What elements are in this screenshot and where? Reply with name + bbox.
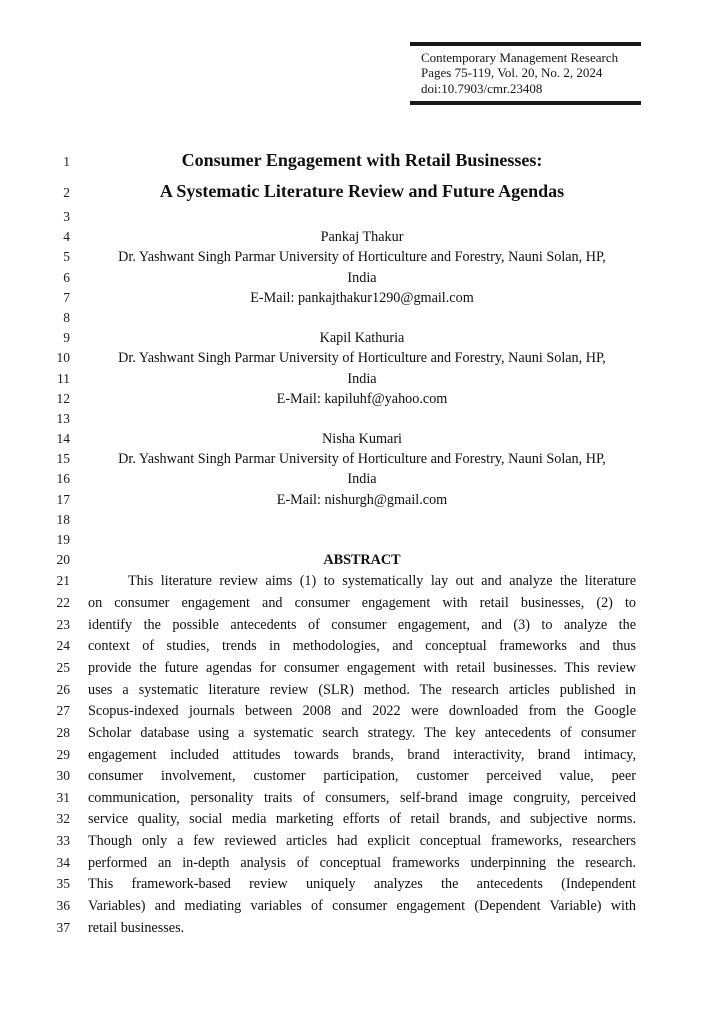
line-row [0, 635, 724, 657]
line-number: 1 [63, 154, 70, 169]
line-number: 17 [56, 491, 70, 507]
line-text: E-Mail: pankajthakur1290@gmail.com [250, 289, 474, 306]
line-text: This literature review aims (1) to systematically lay out and analyze the literature [128, 573, 636, 590]
line-number: 37 [56, 919, 70, 935]
line-text: communication, personality traits of consumers, self-brand image congruity, perceived [88, 789, 636, 806]
line-text: Dr. Yashwant Singh Parmar University of Horticulture and Forestry, Nauni Solan, HP, [118, 249, 606, 266]
line-text: context of studies, trends in methodologies, and conceptual frameworks and thus [88, 638, 636, 655]
line-rows [0, 145, 724, 938]
line-row [0, 389, 724, 409]
line-number: 30 [56, 768, 70, 784]
line-text: E-Mail: nishurgh@gmail.com [276, 491, 448, 508]
line-row [0, 550, 724, 570]
line-number: 4 [63, 229, 70, 245]
line-text: Dr. Yashwant Singh Parmar University of Horticulture and Forestry, Nauni Solan, HP, [118, 350, 606, 367]
line-row [0, 830, 724, 852]
line-row [0, 657, 724, 679]
line-text: engagement included attitudes towards brands, brand interactivity, brand intimacy, [88, 746, 636, 763]
line-row [0, 328, 724, 348]
line-number: 25 [56, 659, 70, 675]
line-row [0, 808, 724, 830]
line-row [0, 369, 724, 389]
line-number: 31 [56, 789, 70, 805]
line-number: 29 [56, 746, 70, 762]
journal-doi: doi:10.7903/cmr.23408 [421, 80, 543, 96]
line-row [0, 700, 724, 722]
line-row [0, 288, 724, 308]
line-text: Scholar database using a systematic search strategy. The key antecedents of consumer [88, 724, 636, 741]
line-row [0, 895, 724, 917]
line-text: E-Mail: kapiluhf@yahoo.com [276, 390, 448, 407]
line-text: uses a systematic literature review (SLR) method. The research articles published in [88, 681, 636, 698]
line-row [0, 530, 724, 550]
line-number: 12 [56, 390, 70, 406]
line-number: 20 [56, 552, 70, 568]
line-row [0, 614, 724, 636]
line-number: 35 [56, 876, 70, 892]
line-text: Consumer Engagement with Retail Businesses: [181, 150, 543, 170]
journal-name: Contemporary Management Research [421, 50, 619, 65]
line-number: 27 [56, 703, 70, 719]
line-number: 22 [56, 595, 70, 611]
line-text: India [347, 269, 377, 286]
line-number: 9 [63, 330, 70, 346]
line-number: 8 [63, 309, 70, 325]
line-number: 19 [56, 532, 70, 547]
line-text: retail businesses. [88, 919, 185, 936]
line-number: 23 [56, 616, 70, 632]
line-row [0, 722, 724, 744]
line-text: provide the future agendas for consumer engagement with retail businesses. This review [88, 659, 636, 676]
line-number: 3 [63, 209, 70, 224]
line-row [0, 409, 724, 429]
line-text: Scopus-indexed journals between 2008 and 2022 were downloaded from the Google [88, 703, 636, 720]
line-number: 26 [56, 681, 70, 697]
line-number: 6 [63, 269, 70, 285]
line-text: Variables) and mediating variables of consumer engagement (Dependent Variable) with [88, 897, 636, 914]
line-number: 28 [56, 724, 70, 740]
line-text: India [347, 370, 377, 387]
line-row [0, 570, 724, 592]
journal-pages-volume: Pages 75-119, Vol. 20, No. 2, 2024 [421, 65, 603, 81]
line-number: 33 [56, 833, 70, 849]
line-text: on consumer engagement and consumer engagement with retail businesses, (2) to [88, 595, 636, 612]
line-row [0, 469, 724, 489]
line-text: service quality, social media marketing efforts of retail brands, and subjective norms. [88, 811, 636, 828]
line-number: 10 [56, 350, 70, 366]
line-row [0, 852, 724, 874]
line-row [0, 348, 724, 368]
line-row [0, 679, 724, 701]
line-number: 15 [56, 451, 70, 467]
line-number: 36 [56, 897, 70, 913]
line-row [0, 744, 724, 766]
line-number: 13 [56, 410, 70, 426]
line-row [0, 429, 724, 449]
line-row [0, 308, 724, 328]
line-number: 16 [56, 471, 70, 487]
line-text: Dr. Yashwant Singh Parmar University of Horticulture and Forestry, Nauni Solan, HP, [118, 451, 606, 468]
line-row [0, 176, 724, 207]
line-text: Pankaj Thakur [320, 229, 404, 246]
line-row [0, 917, 724, 939]
line-row [0, 490, 724, 510]
line-row [0, 268, 724, 288]
line-number: 21 [56, 573, 70, 589]
line-text: This framework-based review uniquely analyzes the antecedents (Independent [88, 876, 636, 893]
line-text: performed an in-depth analysis of conceptual frameworks underpinning the research. [88, 854, 636, 871]
journal-header-box [410, 42, 641, 105]
line-text: Nisha Kumari [322, 431, 402, 448]
line-number: 11 [57, 370, 70, 386]
line-text: ABSTRACT [323, 552, 401, 569]
line-row [0, 207, 724, 227]
line-row [0, 145, 724, 176]
line-row [0, 765, 724, 787]
line-text: A Systematic Literature Review and Future Agendas [159, 181, 565, 201]
line-text: India [347, 471, 377, 488]
line-row [0, 227, 724, 247]
line-number: 34 [56, 854, 70, 870]
line-row [0, 449, 724, 469]
line-text: consumer involvement, customer participation, customer perceived value, peer [88, 768, 636, 785]
line-number: 2 [63, 185, 70, 200]
line-text: identify the possible antecedents of consumer engagement, and (3) to analyze the [88, 616, 636, 633]
line-number: 24 [56, 638, 70, 654]
line-number: 7 [63, 289, 70, 305]
line-row [0, 787, 724, 809]
line-number: 18 [56, 511, 70, 527]
line-text: Kapil Kathuria [319, 330, 405, 347]
line-number: 32 [56, 811, 70, 827]
line-row [0, 247, 724, 267]
line-text: Though only a few reviewed articles had explicit conceptual frameworks, researchers [88, 833, 636, 850]
line-row [0, 592, 724, 614]
line-number: 5 [63, 249, 70, 265]
line-row [0, 510, 724, 530]
line-row [0, 873, 724, 895]
line-number: 14 [56, 431, 70, 447]
